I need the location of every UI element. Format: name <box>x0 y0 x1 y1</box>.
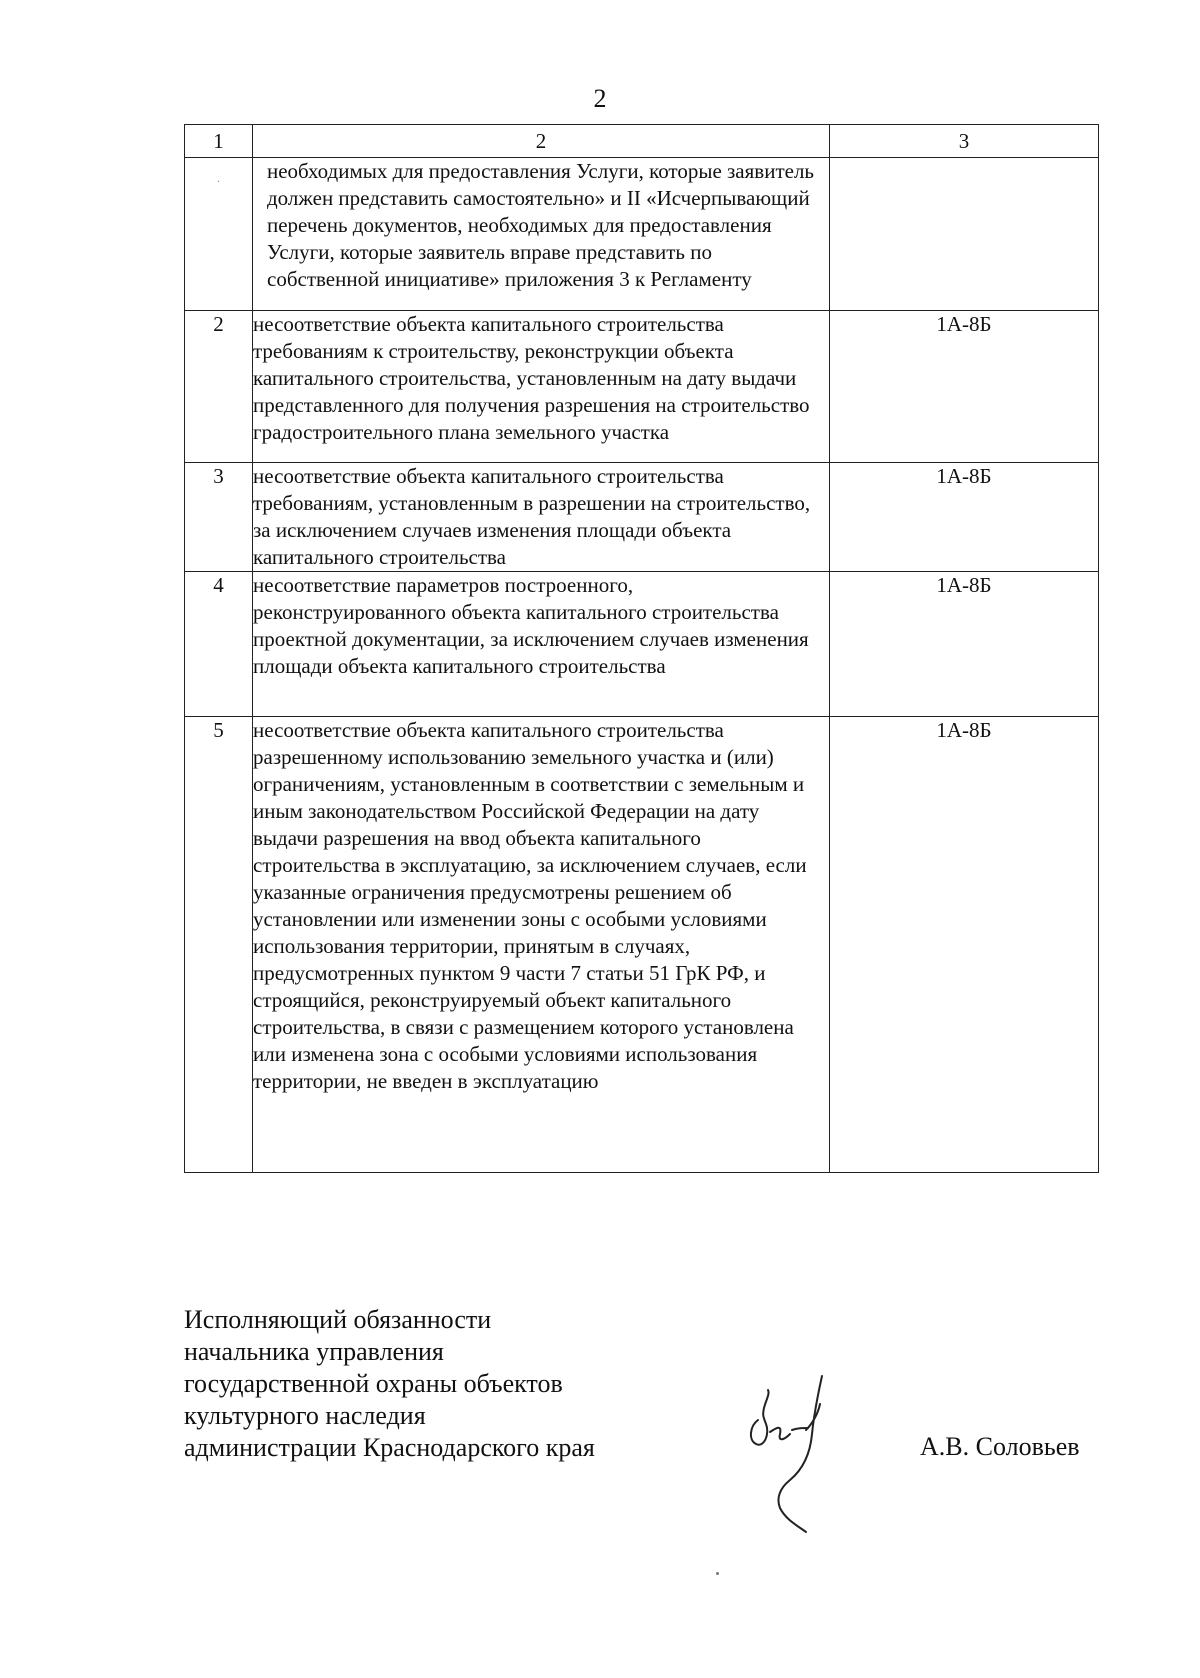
table-row-continuation <box>185 158 1099 311</box>
position-line: администрации Краснодарского края <box>184 1433 595 1462</box>
row-number: 3 <box>185 463 253 572</box>
row-code: 1А-8Б <box>830 311 1099 463</box>
position-line: Исполняющий обязанности <box>184 1305 492 1334</box>
row-text: несоответствие объекта капитального строительства требованиям, установленным в разрешении на строительство, за исключением случаев изменения площади объекта капитального строительства <box>253 463 830 572</box>
column-header-2: 2 <box>253 125 830 158</box>
table-row <box>185 463 1099 572</box>
position-line: государственной охраны объектов <box>184 1369 563 1398</box>
table-row <box>185 572 1099 717</box>
continuation-text: необходимых для предоставления Услуги, которые заявитель должен представить самостоятельно» и II «Исчерпывающий перечень документов, необходимых для предоставления Услуги, которые заявитель вправе представить по собственной инициативе» приложения 3 к Регламенту <box>253 158 830 311</box>
handwritten-signature <box>740 1374 850 1539</box>
table-header-row <box>185 125 1099 158</box>
row-code: 1А-8Б <box>830 463 1099 572</box>
code-cell-empty <box>830 158 1099 311</box>
row-code: 1А-8Б <box>830 572 1099 717</box>
column-header-3: 3 <box>830 125 1099 158</box>
row-text: несоответствие объекта капитального строительства требованиям к строительству, реконструкции объекта капитального строительства, установленным на дату выдачи представленного для получения разрешения на строительство градостроительного плана земельного участка <box>253 311 830 463</box>
row-text: несоответствие параметров построенного, реконструированного объекта капитального строительства проектной документации, за исключением случаев изменения площади объекта капитального строительства <box>253 572 830 717</box>
row-number-cell-empty <box>185 158 253 311</box>
row-number: 5 <box>185 717 253 1173</box>
row-number: 2 <box>185 311 253 463</box>
row-number: 4 <box>185 572 253 717</box>
row-text: несоответствие объекта капитального строительства разрешенному использованию земельного участка и (или) ограничениям, установленным в соответствии с земельным и иным законодательством Российской Федерации на дату выдачи разрешения на ввод объекта капитального строительства в эксплуатацию, за исключением случаев, если указанные ограничения предусмотрены решением об установлении или изменении зоны с особыми условиями использования территории, принятым в случаях, предусмотренных пунктом 9 части 7 статьи 51 ГрК РФ, и строящийся, реконструируемый объект капитального строительства, в связи с размещением которого установлена или изменена зона с особыми условиями использования территории, не введен в эксплуатацию <box>253 717 830 1173</box>
scan-speck: · <box>216 174 221 188</box>
position-line: культурного наследия <box>184 1401 426 1430</box>
table-row <box>185 311 1099 463</box>
scan-speck <box>716 1572 719 1575</box>
column-header-1: 1 <box>185 125 253 158</box>
table-row <box>185 717 1099 1173</box>
row-code: 1А-8Б <box>830 717 1099 1173</box>
document-table <box>184 124 1099 1173</box>
signatory-position <box>184 1304 595 1464</box>
position-line: начальника управления <box>184 1337 444 1366</box>
page-number: 2 <box>593 84 607 113</box>
signer-name: А.В. Соловьев <box>920 1432 1080 1461</box>
